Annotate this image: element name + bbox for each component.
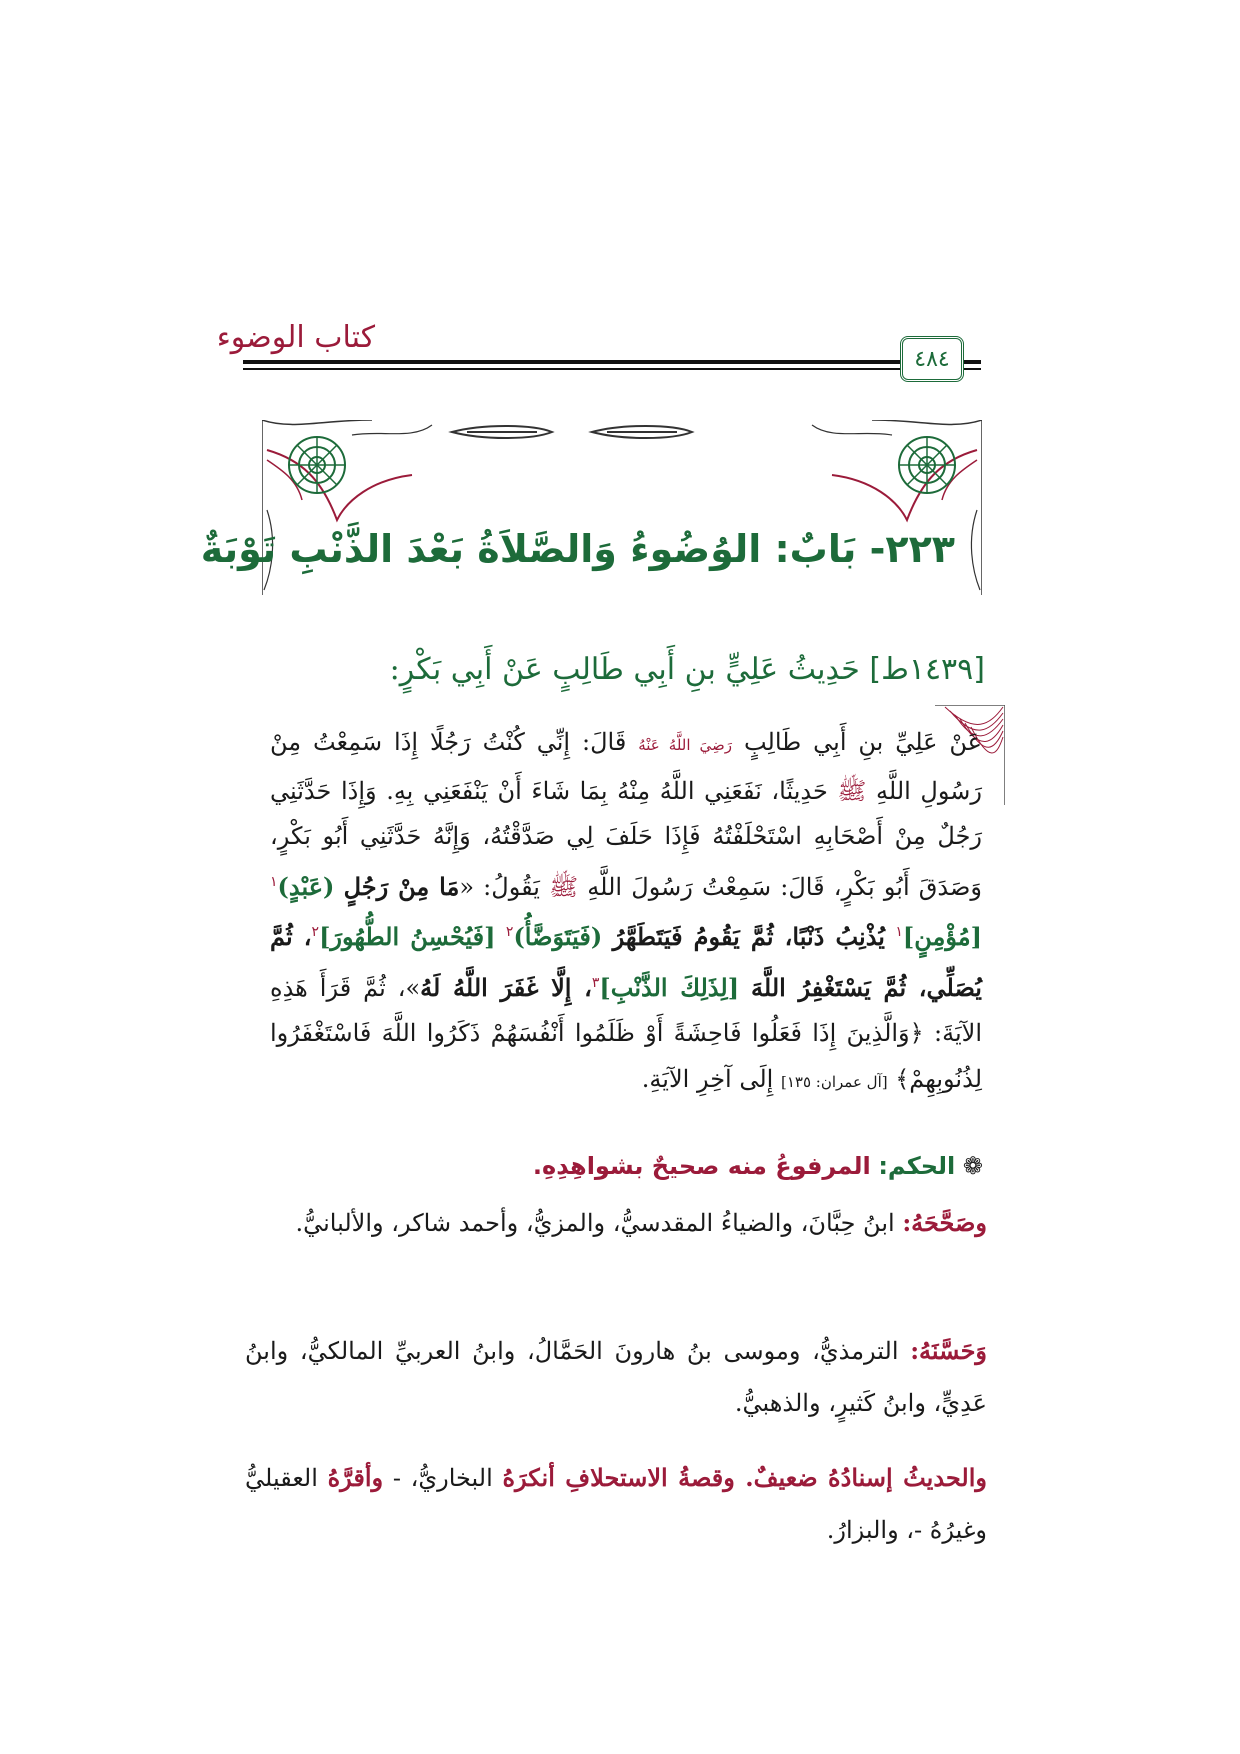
hadith-segment: »، ثُمَّ قَرَأَ هَذِهِ الآيَةَ: bbox=[270, 973, 982, 1047]
hadith-text bbox=[270, 720, 982, 1105]
paragraph-text: العقيليُّ وغيرُهُ -، والبزارُ. bbox=[245, 1464, 987, 1544]
paragraph-lead: وأقرَّهُ bbox=[327, 1463, 384, 1492]
page-number-text: ٤٨٤ bbox=[914, 346, 950, 372]
salawat-glyph: ﷺ bbox=[549, 872, 579, 901]
verse-reference: [آل عمران: ١٣٥] bbox=[780, 1072, 888, 1091]
variant-reading: (عَبْدٍ) bbox=[277, 871, 335, 901]
chapter-title: ٢٢٣- بَابٌ: الوُضُوءُ وَالصَّلاَةُ بَعْدَ الذَّنْبِ تَوْبَةٌ bbox=[200, 527, 955, 571]
hadith-heading-text: حَدِيثُ عَلِيٍّ بنِ أَبِي طَالِبٍ عَنْ أَبِي بَكْرٍ: bbox=[389, 652, 860, 687]
footnote-marker: ١ bbox=[895, 924, 903, 940]
hasan-by-paragraph bbox=[245, 1325, 987, 1429]
paragraph-lead: وَحَسَّنَهُ: bbox=[910, 1336, 987, 1365]
hadith-matn: ، ثُمَّ يُصَلِّي، ثُمَّ يَسْتَغْفِرُ اللَّهَ bbox=[270, 922, 982, 1002]
hadith-heading bbox=[390, 652, 985, 687]
hadith-segment: إِلَى آخِرِ الآيَةِ. bbox=[641, 1064, 774, 1093]
hadith-segment: يَقُولُ: « bbox=[459, 872, 540, 901]
hadith-number: [١٤٣٩ط] bbox=[869, 652, 985, 687]
footnote-marker: ٢ bbox=[505, 924, 514, 940]
salawat-glyph: ﷺ bbox=[837, 776, 867, 805]
ruling-line bbox=[533, 1152, 983, 1180]
book-title: كتاب الوضوء bbox=[216, 320, 375, 355]
hadith-matn: يُذْنِبُ ذَنْبًا، ثُمَّ يَقُومُ فَيَتَطَهَّرُ bbox=[612, 922, 885, 951]
header-rule-thin bbox=[243, 368, 981, 370]
variant-reading: [فَيُحْسِنُ الطُّهُورَ] bbox=[319, 922, 496, 951]
paragraph-text: الترمذيُّ، وموسى بنُ هارونَ الحَمَّالُ، وابنُ العربيِّ المالكيُّ، وابنُ عَدِيٍّ، وابنُ كَثيرٍ، والذهبيُّ. bbox=[245, 1337, 987, 1417]
footnote-marker: ٢ bbox=[311, 924, 320, 940]
radiallahu-glyph: رَضِيَ اللَّهُ عَنْهُ bbox=[638, 736, 733, 754]
weakness-paragraph bbox=[245, 1452, 987, 1556]
paragraph-text: البخاريُّ، - bbox=[392, 1464, 493, 1492]
hadith-matn: مَا مِنْ رَجُلٍ bbox=[343, 871, 460, 901]
footnote-marker: ٣ bbox=[591, 974, 600, 991]
header-rule bbox=[243, 360, 981, 364]
flower-ornament-icon: ❁ bbox=[962, 1152, 983, 1180]
hadith-intro: عَنْ عَلِيِّ بنِ أَبِي طَالِبٍ bbox=[743, 728, 982, 756]
ruling-label: الحكم: bbox=[878, 1152, 956, 1180]
hadith-matn: ، إِلَّا غَفَرَ اللَّهُ لَهُ bbox=[420, 972, 592, 1002]
paragraph-lead: والحديثُ إسنادُهُ ضعيفٌ. وقصةُ الاستحلافِ أنكرَهُ bbox=[502, 1463, 987, 1492]
page-number bbox=[900, 336, 964, 382]
hadith-segment: حَدِيثًا، نَفَعَنِي اللَّهُ مِنْهُ بِمَا شَاءَ أَنْ يَنْفَعَنِي بِهِ. وَإِذَا حَدَّثَنِي رَجُلٌ مِنْ أَصْحَابِهِ اسْتَحْلَفْتُهُ فَإِذَا حَلَفَ لِي صَدَّقْتُهُ، وَإِنَّهُ حَدَّثَنِي أَبُو بَكْرٍ، وَصَدَقَ أَبُو بَكْرٍ، قَالَ: سَمِعْتُ رَسُولَ اللَّهِ bbox=[270, 776, 982, 901]
ruling-text: المرفوعُ منه صحيحٌ بشواهِدِهِ. bbox=[532, 1152, 871, 1180]
variant-reading: [لِذَلِكَ الذَّنْبِ] bbox=[599, 972, 740, 1002]
variant-reading: (فَيَتَوَضَّأُ) bbox=[513, 922, 603, 951]
quran-verse: ﴿وَالَّذِينَ إِذَا فَعَلُوا فَاحِشَةً أَوْ ظَلَمُوا أَنْفُسَهُمْ ذَكَرُوا اللَّهَ فَاسْتَغْفَرُوا لِذُنُوبِهِمْ﴾ bbox=[270, 1019, 982, 1093]
top-dash-ornament-icon bbox=[452, 426, 692, 438]
paragraph-text: ابنُ حِبَّانَ، والضياءُ المقدسيُّ، والمزيُّ، وأحمد شاكر، والألبانيُّ. bbox=[295, 1209, 895, 1237]
authenticated-by-paragraph bbox=[245, 1197, 987, 1249]
hadith-segment: قَالَ: إِنِّي كُنْتُ رَجُلًا إِذَا سَمِعْتُ مِنْ رَسُولِ اللَّهِ bbox=[270, 728, 982, 805]
paragraph-lead: وصَحَّحَهُ: bbox=[902, 1208, 987, 1237]
variant-reading: [مُؤْمِنٍ] bbox=[902, 922, 982, 951]
footnote-marker: ١ bbox=[270, 873, 278, 890]
